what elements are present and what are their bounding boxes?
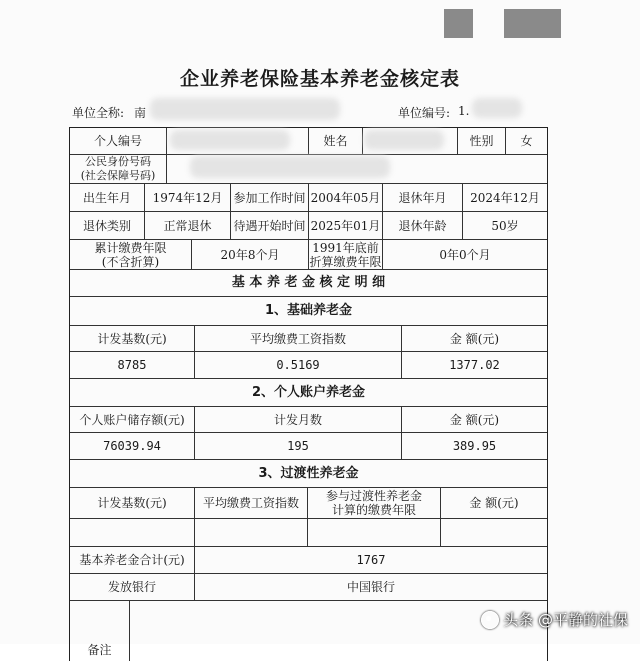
transitional-col-amount: 金 额(元) xyxy=(469,496,519,510)
work-start-value: 2004年05月 xyxy=(309,184,383,211)
transitional-col-base: 计发基数(元) xyxy=(70,488,195,518)
transitional-amount-value xyxy=(441,519,547,546)
remark-label: 备注 xyxy=(70,601,130,661)
transitional-years-value xyxy=(308,519,441,546)
watermark-text: 头条 @平静的社保 xyxy=(503,611,628,629)
redacted-area xyxy=(190,156,390,178)
table-row xyxy=(70,270,547,297)
account-amount-value: 389.95 xyxy=(452,439,497,453)
detail-title: 基 本 养 老 金 核 定 明 细 xyxy=(231,275,386,290)
basic-amount-value: 1377.02 xyxy=(449,358,500,372)
pre1991-label: 1991年底前 折算缴费年限 xyxy=(309,240,382,269)
name-label: 姓名 xyxy=(309,128,363,154)
table-row xyxy=(70,519,547,547)
basic-base-value: 8785 xyxy=(70,352,195,378)
retire-age-label: 退休年龄 xyxy=(383,212,463,239)
transitional-pension-heading: 3、过渡性养老金 xyxy=(258,465,359,481)
redaction-block-right xyxy=(504,9,561,38)
account-pension-heading: 2、个人账户养老金 xyxy=(251,384,366,400)
table-row xyxy=(70,574,547,601)
table-row xyxy=(70,379,547,407)
work-start-label: 参加工作时间 xyxy=(231,184,309,211)
retire-month-value: 2024年12月 xyxy=(470,190,540,205)
account-months-value: 195 xyxy=(195,433,402,459)
account-col-amount: 金 额(元) xyxy=(449,412,500,427)
watermark-logo-icon xyxy=(481,611,499,629)
basic-index-value: 0.5169 xyxy=(195,352,402,378)
contrib-years-value: 20年8个月 xyxy=(192,240,309,269)
redacted-area xyxy=(170,130,290,150)
table-row xyxy=(70,297,547,326)
table-row xyxy=(70,547,547,574)
table-row xyxy=(70,240,547,270)
table-row xyxy=(70,460,547,488)
pre1991-value: 0年0个月 xyxy=(439,247,491,262)
table-row xyxy=(70,488,547,519)
total-value: 1767 xyxy=(356,553,386,567)
table-row xyxy=(70,352,547,379)
table-row xyxy=(70,326,547,352)
redacted-area xyxy=(472,98,522,118)
retire-month-label: 退休年月 xyxy=(383,184,463,211)
benefit-start-label: 待遇开始时间 xyxy=(231,212,309,239)
unit-no-value: 1. xyxy=(458,104,470,118)
account-col-months: 计发月数 xyxy=(195,407,402,432)
table-row xyxy=(70,128,547,155)
transitional-base-value xyxy=(70,519,195,546)
table-row xyxy=(70,433,547,460)
birth-label: 出生年月 xyxy=(70,184,145,211)
contrib-years-label: 累计缴费年限 (不含折算) xyxy=(70,240,192,269)
unit-name-value: 南 xyxy=(134,106,147,120)
redacted-area xyxy=(150,98,340,120)
birth-value: 1974年12月 xyxy=(145,184,231,211)
account-col-balance: 个人账户储存额(元) xyxy=(70,407,195,432)
table-row xyxy=(70,601,547,661)
retire-type-label: 退休类别 xyxy=(70,212,145,239)
gender-value: 女 xyxy=(520,134,533,148)
personal-id-label: 个人编号 xyxy=(70,128,167,154)
table-row xyxy=(70,212,547,240)
retire-type-value: 正常退休 xyxy=(145,212,231,239)
total-label: 基本养老金合计(元) xyxy=(70,547,195,573)
form-title: 企业养老保险基本养老金核定表 xyxy=(179,68,460,90)
basic-col-base: 计发基数(元) xyxy=(70,326,195,351)
account-balance-value: 76039.94 xyxy=(70,433,195,459)
unit-no-label: 单位编号: xyxy=(398,106,451,120)
benefit-start-value: 2025年01月 xyxy=(309,212,383,239)
gender-label: 性别 xyxy=(458,128,506,154)
retire-age-value: 50岁 xyxy=(491,218,519,233)
redaction-block-left xyxy=(444,9,473,38)
bank-label: 发放银行 xyxy=(70,574,195,600)
pension-table xyxy=(69,127,548,661)
bank-value: 中国银行 xyxy=(346,580,395,594)
table-row xyxy=(70,407,547,433)
transitional-index-value xyxy=(195,519,308,546)
basic-pension-heading: 1、基础养老金 xyxy=(264,303,353,318)
idcard-label: 公民身份号码 (社会保障号码) xyxy=(70,155,167,183)
table-row xyxy=(70,184,547,212)
basic-col-amount: 金 额(元) xyxy=(449,331,500,346)
redacted-area xyxy=(364,130,444,150)
transitional-col-index: 平均缴费工资指数 xyxy=(195,488,308,518)
basic-col-index: 平均缴费工资指数 xyxy=(195,326,402,351)
unit-name-label: 单位全称: xyxy=(72,106,125,120)
transitional-col-years: 参与过渡性养老金 计算的缴费年限 xyxy=(308,488,441,518)
watermark xyxy=(481,609,628,630)
